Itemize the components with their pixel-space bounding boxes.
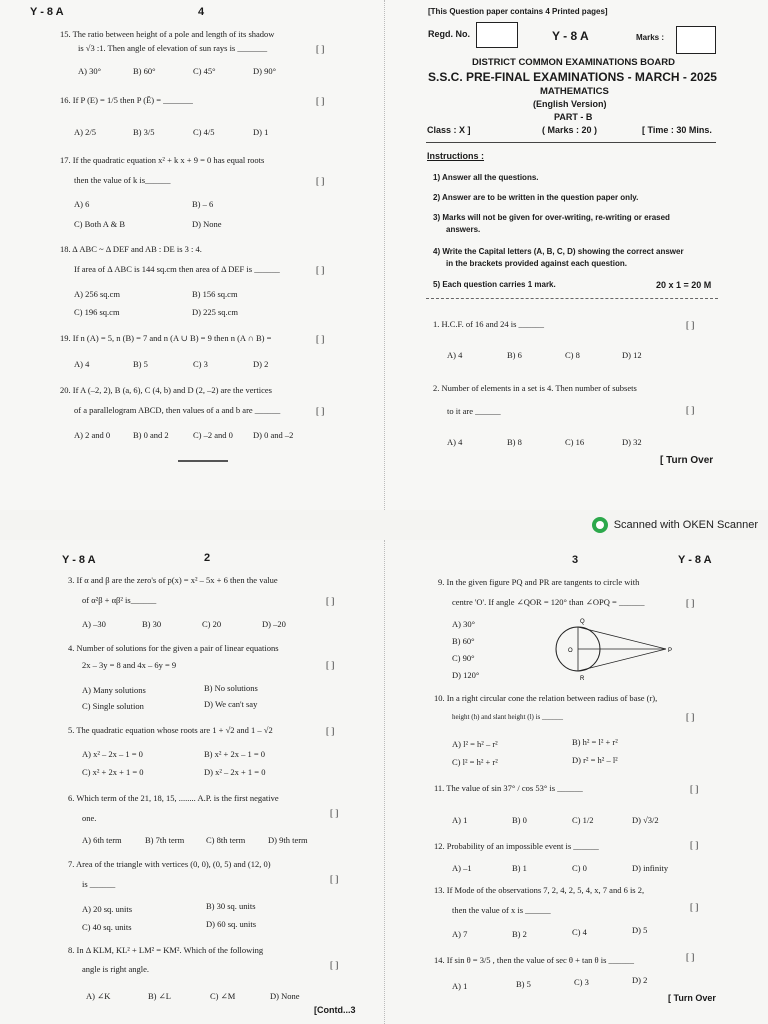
q1-option-d: D) 12 — [622, 350, 642, 360]
answer-bracket[interactable]: [ ] — [326, 726, 335, 736]
q15-line1: 15. The ratio between height of a pole and length of its shadow — [60, 29, 275, 39]
q15-option-c: C) 45° — [193, 66, 216, 76]
q14-option-a: A) 1 — [452, 981, 468, 991]
exam-title: S.S.C. PRE-FINAL EXAMINATIONS - MARCH - 2025 — [428, 70, 717, 84]
label-p: P — [668, 648, 673, 654]
q20-option-b: B) 0 and 2 — [133, 430, 169, 440]
continued-note: [Contd...3 — [314, 1005, 356, 1015]
q5-option-c: C) x² + 2x + 1 = 0 — [82, 767, 144, 777]
q3-option-a: A) –30 — [82, 619, 106, 629]
q12-option-b: B) 1 — [512, 863, 527, 873]
instruction-1: 1) Answer all the questions. — [433, 173, 539, 182]
paper-code: Y - 8 A — [552, 29, 589, 43]
q12-option-c: C) 0 — [572, 863, 587, 873]
answer-bracket[interactable]: [ ] — [316, 96, 325, 106]
answer-bracket[interactable]: [ ] — [690, 840, 699, 850]
instruction-4: 4) Write the Capital letters (A, B, C, D) showing the correct answer — [433, 247, 684, 256]
q8-option-a: A) ∠K — [86, 991, 111, 1001]
q2-option-c: C) 16 — [565, 437, 585, 447]
q1-option-a: A) 4 — [447, 350, 463, 360]
part-label: PART - B — [554, 112, 593, 122]
q8-option-d: D) None — [270, 991, 300, 1001]
q11-option-c: C) 1/2 — [572, 815, 594, 825]
q3-line2: of α²β + αβ² is______ — [82, 595, 157, 605]
q4-option-b: B) No solutions — [204, 683, 258, 693]
q11-option-a: A) 1 — [452, 815, 468, 825]
instruction-3-cont: answers. — [446, 225, 481, 234]
turn-over-note: [ Turn Over — [660, 455, 714, 466]
header-code: Y - 8 A — [62, 554, 96, 566]
q2-line2: to it are ______ — [447, 406, 501, 416]
q9-option-a: A) 30° — [452, 619, 475, 629]
q10-option-d: D) r² = h² – l² — [572, 755, 618, 765]
version-label: (English Version) — [533, 99, 607, 109]
q7-option-b: B) 30 sq. units — [206, 901, 256, 911]
tangent-pr — [578, 649, 666, 671]
q9-option-c: C) 90° — [452, 653, 475, 663]
marks-label: Marks : — [636, 33, 665, 42]
q14-option-c: C) 3 — [574, 977, 589, 987]
q20-option-c: C) –2 and 0 — [193, 430, 233, 440]
subject-title: MATHEMATICS — [540, 86, 609, 97]
instruction-5: 5) Each question carries 1 mark. — [433, 280, 556, 289]
q19-option-a: A) 4 — [74, 359, 90, 369]
exam-page-bottom — [0, 540, 768, 1024]
scanner-text: Scanned with OKEN Scanner — [613, 519, 758, 531]
label-q: Q — [580, 619, 585, 625]
end-flourish — [178, 460, 228, 465]
q4-line1: 4. Number of solutions for the given a pair of linear equations — [68, 643, 279, 653]
answer-bracket[interactable]: [ ] — [316, 334, 325, 344]
q1-option-c: C) 8 — [565, 350, 580, 360]
divider-line — [426, 142, 716, 143]
answer-bracket[interactable]: [ ] — [686, 405, 695, 415]
q5-text: 5. The quadratic equation whose roots are 1 + √2 and 1 – √2 — [68, 725, 273, 735]
q13-option-b: B) 2 — [512, 929, 527, 939]
q19-option-d: D) 2 — [253, 359, 269, 369]
q6-option-a: A) 6th term — [82, 835, 122, 845]
q9-line2: centre 'O'. If angle ∠QOR = 120° than ∠OPQ = ______ — [452, 597, 645, 607]
q18-option-c: C) 196 sq.cm — [74, 307, 120, 317]
q7-option-a: A) 20 sq. units — [82, 904, 133, 914]
q6-option-c: C) 8th term — [206, 835, 246, 845]
q20-option-a: A) 2 and 0 — [74, 430, 111, 440]
scanner-watermark — [592, 512, 758, 538]
q14-option-d: D) 2 — [632, 975, 648, 985]
q3-line1: 3. If α and β are the zero's of p(x) = x² – 5x + 6 then the value — [68, 575, 278, 585]
q13-option-a: A) 7 — [452, 929, 468, 939]
q7-option-c: C) 40 sq. units — [82, 922, 132, 932]
answer-bracket[interactable]: [ ] — [686, 952, 695, 962]
q8-line2: angle is right angle. — [82, 964, 150, 974]
label-r: R — [580, 676, 585, 682]
q11-option-b: B) 0 — [512, 815, 527, 825]
q13-line1: 13. If Mode of the observations 7, 2, 4, 2, 5, 4, x, 7 and 6 is 2, — [434, 885, 645, 895]
answer-bracket[interactable]: [ ] — [686, 320, 695, 330]
q10-line1: 10. In a right circular cone the relation between radius of base (r), — [434, 693, 658, 703]
marks-box[interactable] — [676, 26, 716, 54]
q12-option-a: A) –1 — [452, 863, 472, 873]
q16-option-a: A) 2/5 — [74, 127, 96, 137]
q18-option-a: A) 256 sq.cm — [74, 289, 121, 299]
label-o: O — [568, 648, 573, 654]
page-number: 2 — [204, 552, 211, 564]
q16-text: 16. If P (E) = 1/5 then P (Ē) = _______ — [60, 95, 193, 105]
q8-option-c: C) ∠M — [210, 991, 236, 1001]
page-number: 4 — [198, 6, 205, 18]
q13-option-c: C) 4 — [572, 927, 587, 937]
q2-option-b: B) 8 — [507, 437, 522, 447]
q12-text: 12. Probability of an impossible event is ______ — [434, 841, 599, 851]
header-code: Y - 8 A — [678, 554, 712, 566]
q2-option-a: A) 4 — [447, 437, 463, 447]
turn-over-note: [ Turn Over — [668, 993, 716, 1003]
answer-bracket[interactable]: [ ] — [316, 176, 325, 186]
page-divider — [384, 0, 385, 510]
q3-option-b: B) 30 — [142, 619, 162, 629]
board-title: DISTRICT COMMON EXAMINATIONS BOARD — [472, 57, 676, 68]
answer-bracket[interactable]: [ ] — [330, 960, 339, 970]
q2-line1: 2. Number of elements in a set is 4. Then number of subsets — [433, 383, 637, 393]
answer-bracket[interactable]: [ ] — [686, 712, 695, 722]
q19-option-b: B) 5 — [133, 359, 148, 369]
answer-bracket[interactable]: [ ] — [330, 874, 339, 884]
instruction-3: 3) Marks will not be given for over-writing, re-writing or erased — [433, 213, 670, 222]
q16-option-d: D) 1 — [253, 127, 269, 137]
answer-bracket[interactable]: [ ] — [686, 598, 695, 608]
answer-bracket[interactable]: [ ] — [690, 902, 699, 912]
page-divider — [384, 540, 385, 1024]
q3-option-c: C) 20 — [202, 619, 222, 629]
q6-line1: 6. Which term of the 21, 18, 15, ........ A.P. is the first negative — [68, 793, 279, 803]
q11-text: 11. The value of sin 37° / cos 53° is ______ — [434, 783, 583, 793]
divider-line — [426, 298, 718, 299]
q1-option-b: B) 6 — [507, 350, 522, 360]
q10-option-c: C) l² = h² + r² — [452, 757, 498, 767]
q9-option-b: B) 60° — [452, 636, 475, 646]
q17-option-c: C) Both A & B — [74, 219, 126, 229]
q6-option-b: B) 7th term — [145, 835, 185, 845]
q6-line2: one. — [82, 813, 97, 823]
q18-option-d: D) 225 sq.cm — [192, 307, 239, 317]
pages-note: [This Question paper contains 4 Printed pages] — [428, 7, 608, 16]
marks-calculation: 20 x 1 = 20 M — [656, 280, 712, 290]
answer-bracket[interactable]: [ ] — [316, 406, 325, 416]
q7-line1: 7. Area of the triangle with vertices (0, 0), (0, 5) and (12, 0) — [68, 859, 271, 869]
q1-text: 1. H.C.F. of 16 and 24 is ______ — [433, 319, 545, 329]
q14-option-b: B) 5 — [516, 979, 531, 989]
q10-line2: height (h) and slant height (l) is ______ — [452, 713, 564, 721]
q6-option-d: D) 9th term — [268, 835, 308, 845]
q20-line1: 20. If A (–2, 2), B (a, 6), C (4, b) and D (2, –2) are the vertices — [60, 385, 272, 395]
q15-option-a: A) 30° — [78, 66, 101, 76]
q11-option-d: D) √3/2 — [632, 815, 659, 825]
q10-option-a: A) l² = h² – r² — [452, 739, 498, 749]
q16-option-c: C) 4/5 — [193, 127, 215, 137]
regd-label: Regd. No. — [428, 29, 470, 39]
q19-option-c: C) 3 — [193, 359, 208, 369]
q8-line1: 8. In Δ KLM, KL² + LM² = KM². Which of the following — [68, 945, 264, 955]
q7-line2: is ______ — [82, 879, 116, 889]
q15-option-b: B) 60° — [133, 66, 156, 76]
q18-line2: If area of Δ ABC is 144 sq.cm then area of Δ DEF is ______ — [74, 264, 280, 274]
q8-option-b: B) ∠L — [148, 991, 171, 1001]
q18-line1: 18. Δ ABC ~ Δ DEF and AB : DE is 3 : 4. — [60, 244, 202, 254]
q19-text: 19. If n (A) = 5, n (B) = 7 and n (A ∪ B) = 9 then n (A ∩ B) = — [60, 333, 272, 343]
scanner-logo-icon — [592, 517, 608, 533]
exam-page-top — [0, 0, 768, 510]
header-code: Y - 8 A — [30, 6, 64, 18]
tangent-pq — [578, 627, 666, 649]
q15-option-d: D) 90° — [253, 66, 276, 76]
time-label: [ Time : 30 Mins. — [642, 125, 712, 135]
q17-option-d: D) None — [192, 219, 222, 229]
answer-bracket[interactable]: [ ] — [326, 660, 335, 670]
q12-option-d: D) infinity — [632, 863, 669, 873]
answer-bracket[interactable]: [ ] — [316, 265, 325, 275]
q15-line2: is √3 :1. Then angle of elevation of sun rays is _______ — [78, 43, 268, 53]
q3-option-d: D) –20 — [262, 619, 286, 629]
q4-option-a: A) Many solutions — [82, 685, 146, 695]
q17-line1: 17. If the quadratic equation x² + k x + 9 = 0 has equal roots — [60, 155, 265, 165]
q4-line2: 2x – 3y = 8 and 4x – 6y = 9 — [82, 660, 177, 670]
q14-text: 14. If sin θ = 3/5 , then the value of sec θ + tan θ is ______ — [434, 955, 635, 965]
answer-bracket[interactable]: [ ] — [316, 44, 325, 54]
tangent-figure — [546, 616, 676, 682]
answer-bracket[interactable]: [ ] — [330, 808, 339, 818]
q18-option-b: B) 156 sq.cm — [192, 289, 238, 299]
q5-option-d: D) x² – 2x + 1 = 0 — [204, 767, 266, 777]
answer-bracket[interactable]: [ ] — [326, 596, 335, 606]
q2-option-d: D) 32 — [622, 437, 642, 447]
answer-bracket[interactable]: [ ] — [690, 784, 699, 794]
q17-line2: then the value of k is______ — [74, 175, 171, 185]
q16-option-b: B) 3/5 — [133, 127, 155, 137]
q4-option-c: C) Single solution — [82, 701, 144, 711]
instructions-title: Instructions : — [427, 151, 485, 161]
q13-line2: then the value of x is ______ — [452, 905, 551, 915]
q7-option-d: D) 60 sq. units — [206, 919, 257, 929]
q9-option-d: D) 120° — [452, 670, 480, 680]
q17-option-b: B) – 6 — [192, 199, 214, 209]
instruction-2: 2) Answer are to be written in the question paper only. — [433, 193, 639, 202]
q4-option-d: D) We can't say — [204, 699, 258, 709]
q5-option-a: A) x² – 2x – 1 = 0 — [82, 749, 143, 759]
q13-option-d: D) 5 — [632, 925, 648, 935]
q10-option-b: B) h² = l² + r² — [572, 737, 618, 747]
q5-option-b: B) x² + 2x – 1 = 0 — [204, 749, 266, 759]
class-label: Class : X ] — [427, 125, 471, 135]
q20-option-d: D) 0 and –2 — [253, 430, 294, 440]
q20-line2: of a parallelogram ABCD, then values of a and b are ______ — [74, 405, 281, 415]
page-number: 3 — [572, 554, 579, 566]
regd-number-box[interactable] — [476, 22, 518, 48]
marks-total: ( Marks : 20 ) — [542, 125, 598, 135]
q9-line1: 9. In the given figure PQ and PR are tangents to circle with — [438, 577, 640, 587]
instruction-4-cont: in the brackets provided against each question. — [446, 259, 627, 268]
q17-option-a: A) 6 — [74, 199, 90, 209]
